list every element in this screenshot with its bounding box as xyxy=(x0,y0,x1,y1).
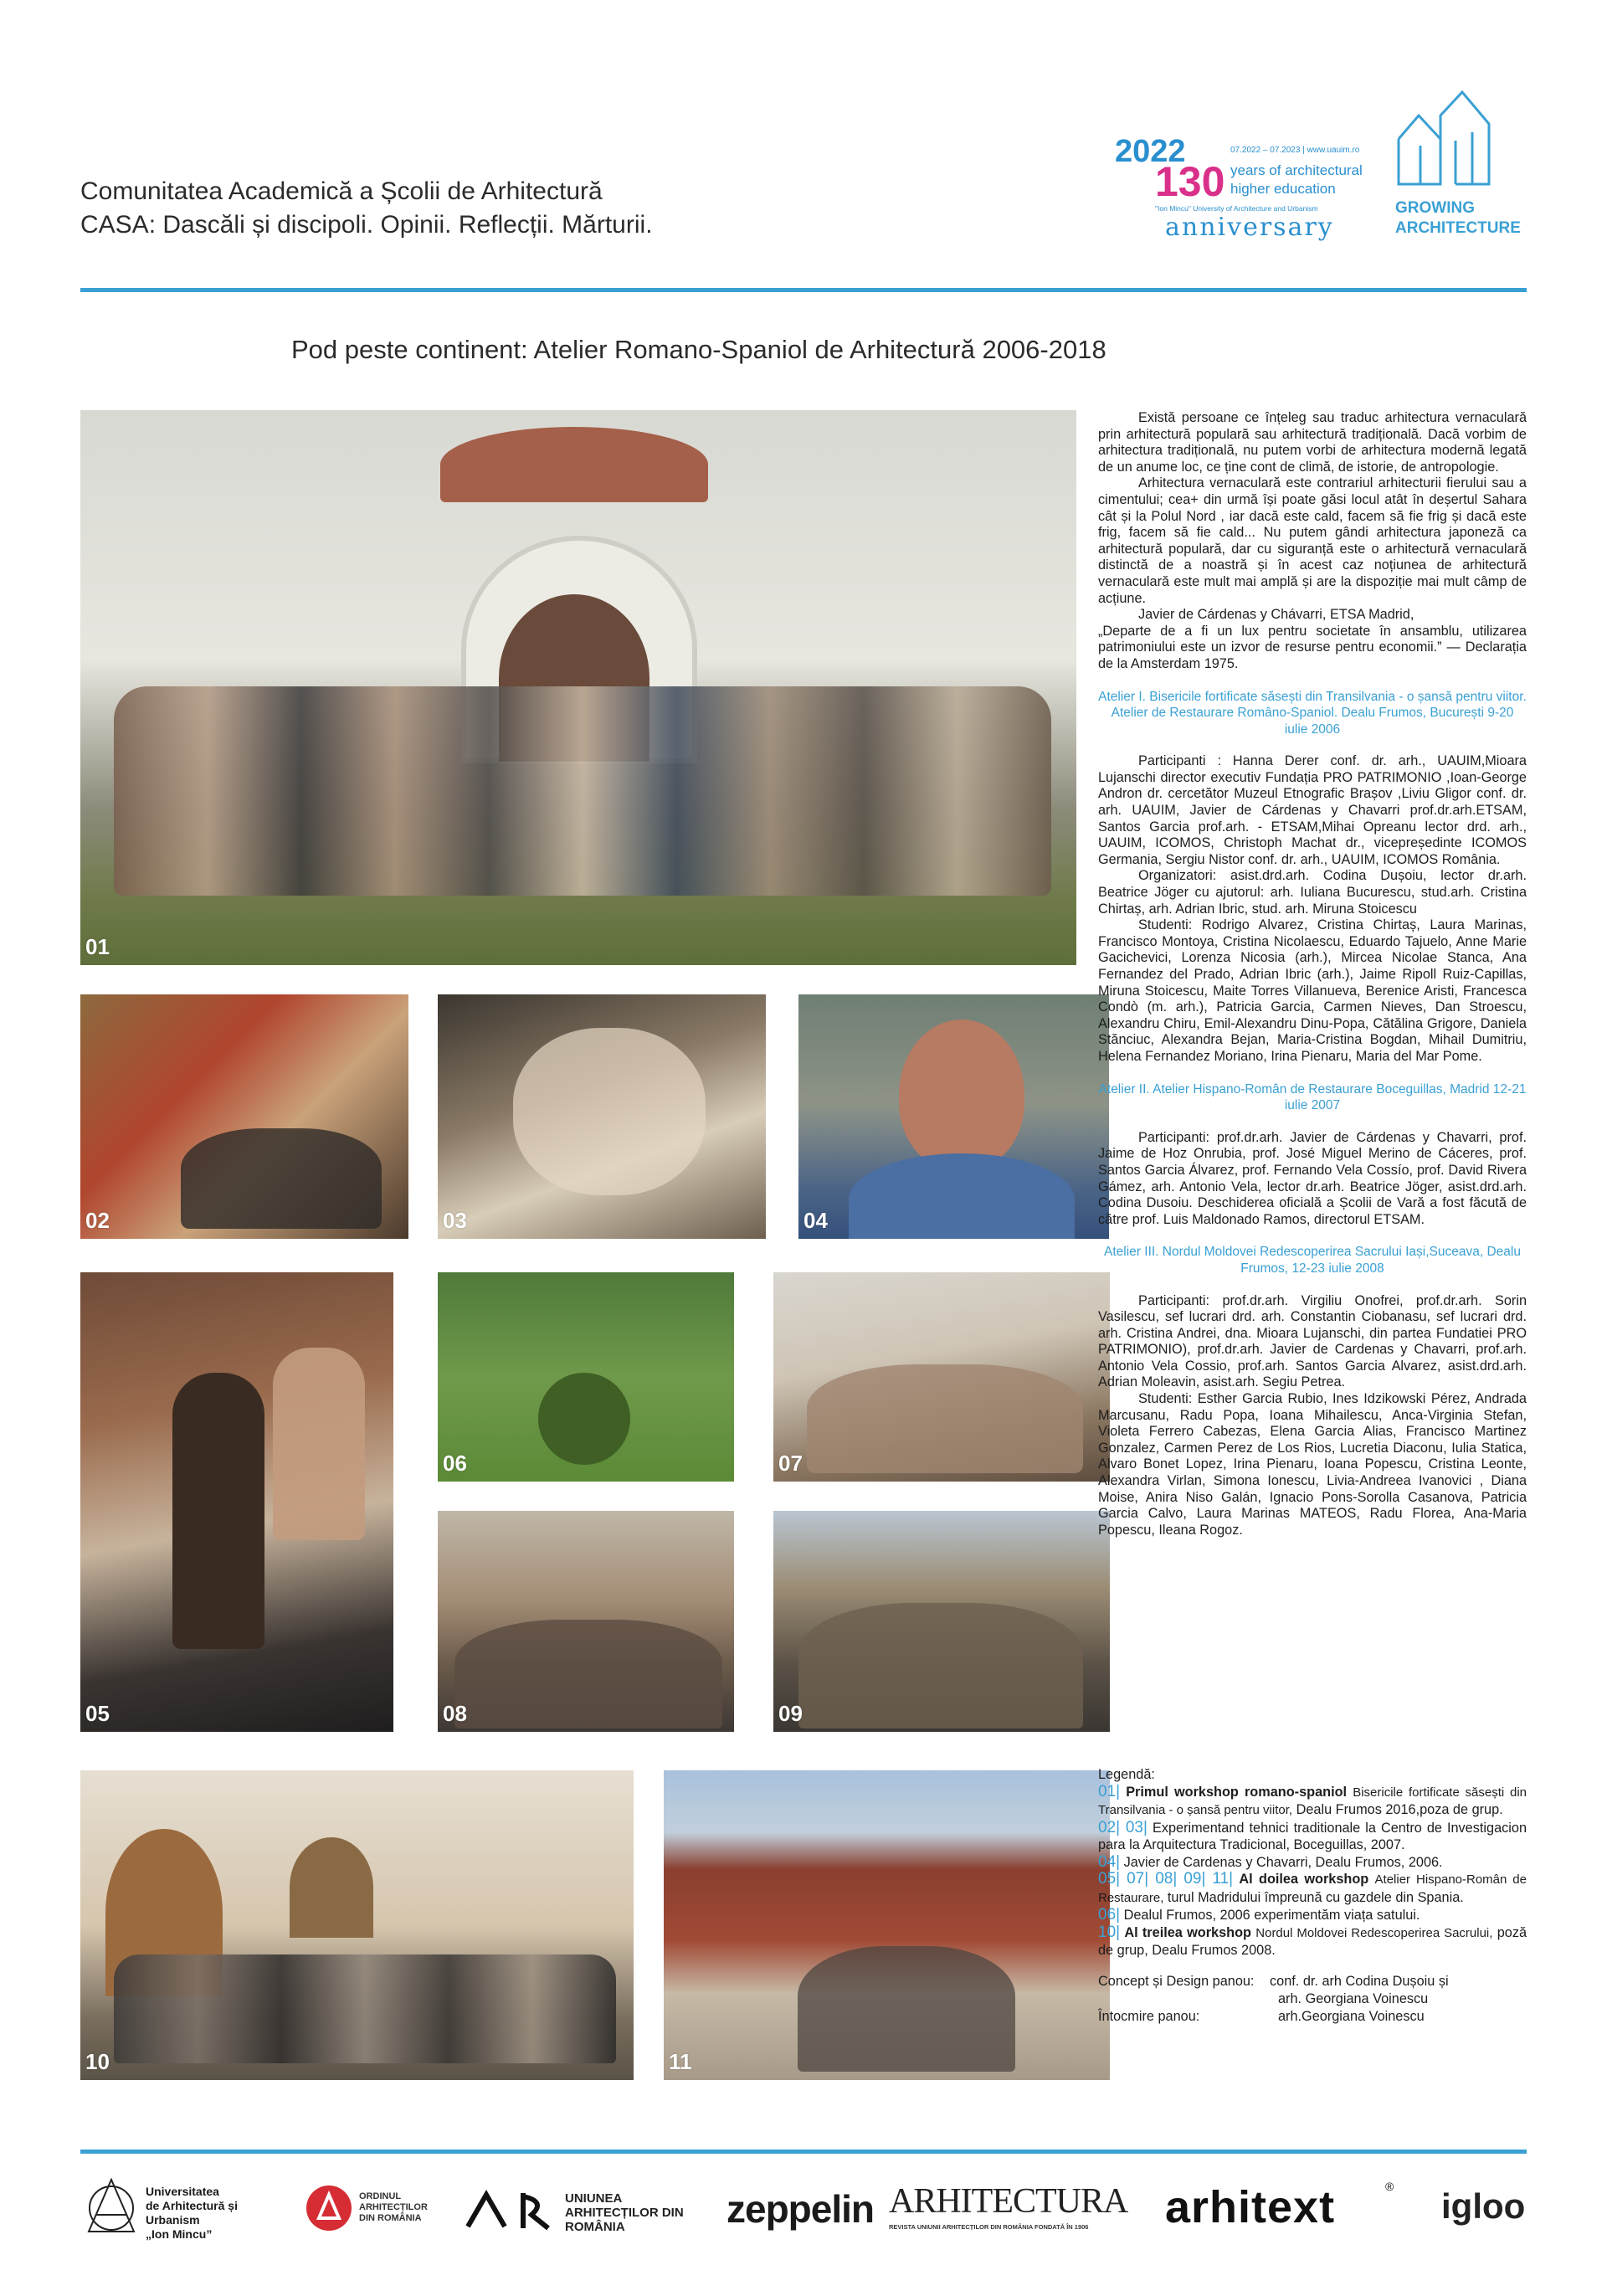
anniversary-tagline2: higher education xyxy=(1230,181,1336,197)
photo-02 xyxy=(80,994,408,1239)
group-of-people xyxy=(114,686,1051,896)
photo-number: 05 xyxy=(85,1701,110,1726)
anniversary-year: 2022 xyxy=(1115,134,1186,169)
growing-line2: ARCHITECTURE xyxy=(1395,219,1521,237)
top-divider xyxy=(80,288,1527,292)
concept-name-1: conf. dr. arh Codina Dușoiu și xyxy=(1270,1973,1449,1989)
photo-11-plaza xyxy=(664,1770,1110,2080)
uauim-emblem-icon xyxy=(84,2176,139,2235)
legend xyxy=(1098,1766,1527,2025)
legend-bold: Al treilea workshop xyxy=(1124,1924,1251,1940)
photo-number: 03 xyxy=(443,1208,467,1233)
participants-3: Participanti: prof.dr.arh. Virgiliu Onofrei, prof.dr.arh. Sorin Vasilescu, sef lucrari drd. arh. Constantin Ciobanasu, sef lucrari drd. arh. Cristina Andrei, dna. Mioara Lujanschi, din partea Fundatiei PRO PATRIMONIO), prof.dr.arh. Javier de Cardenas y Chavarri, prof.arh. Antonio Vela Cossio, prof.arh. Santos Garcia Alvarez, asist.drd.arh. Adrian Moleavin, asist.arh. Segiu Petrea. xyxy=(1098,1292,1527,1390)
bottom-divider xyxy=(80,2150,1527,2154)
intocmire-name: arh.Georgiana Voinescu xyxy=(1278,2008,1425,2024)
uauim-text: Universitatea de Arhitectură și Urbanism „Ion Mincu” xyxy=(146,2185,238,2241)
photo-number: 07 xyxy=(778,1451,803,1476)
legend-number: 06| xyxy=(1098,1906,1121,1924)
organizers-1: Organizatori: asist.drd.arh. Codina Dușoiu, lector dr.arh. Beatrice Jöger cu ajutorul: arh. Iuliana Bucurescu, stud.arh. Cristina Chirtaș, arh. Adrian Ibric, stud. arh. Miruna Stoicescu xyxy=(1098,868,1527,917)
photo-10-group xyxy=(80,1770,634,2080)
page-subtitle: Pod peste continent: Atelier Romano-Spaniol de Arhitectură 2006-2018 xyxy=(291,335,1106,364)
hay-bush xyxy=(538,1373,630,1465)
crowd xyxy=(454,1620,722,1728)
people-working xyxy=(513,1028,706,1195)
crowd xyxy=(798,1946,1015,2072)
anniversary-dates: 07.2022 – 07.2023 | www.uauim.ro xyxy=(1230,146,1360,155)
text-paragraph: Arhitectura vernaculară este contrariul arhitecturii fierului sau a cimentului; cea+ din urmă își poate găsi locul atât în deșertul Sahara cât și la Polul Nord , iar dacă este cald, facem să fie frig și dacă este frig, facem să fie cald... Nu putem gândi arhitectura japoneză ca arhitectură populară, dar cu siguranță este o arhitectură vernaculară distinctă de a noastră și în acest caz noțiunea de arhitectură vernaculară este mult mai amplă și are la dispoziție mai mult câmp de acțiune. xyxy=(1098,475,1527,606)
legend-rest: Dealu Frumos 2016,poza de grup. xyxy=(1296,1802,1503,1817)
legend-text: Dealul Frumos, 2006 experimentăm viața satului. xyxy=(1123,1908,1420,1923)
concept-name-2: arh. Georgiana Voinescu xyxy=(1278,1990,1429,2006)
face xyxy=(899,1020,1024,1170)
people-sitting xyxy=(181,1128,382,1229)
text-quote: „Departe de a fi un lux pentru societate în ansamblu, utilizarea patrimoniului este un izvor de resurse pentru economii.” — Declarația de la Amsterdam 1975. xyxy=(1098,623,1527,671)
photo-05 xyxy=(80,1272,393,1732)
photo-07 xyxy=(773,1272,1110,1482)
legend-bold: Al doilea workshop xyxy=(1239,1872,1369,1887)
oar-circle-icon xyxy=(305,2185,352,2232)
photo-number: 10 xyxy=(85,2049,110,2074)
photo-number: 09 xyxy=(778,1701,803,1726)
photo-number: 08 xyxy=(443,1701,467,1726)
photo-number: 11 xyxy=(669,2049,692,2074)
photo-number: 04 xyxy=(804,1208,828,1233)
photo-number: 02 xyxy=(85,1208,110,1233)
atelier-heading-1: Atelier I. Bisericile fortificate săsești din Transilvania - o șansă pentru viitor. Atelier de Restaurare Româno-Spaniol. Dealu Frumos, București 9-20 iulie 2006 xyxy=(1098,689,1527,737)
header-title-line1: Comunitatea Academică a Școlii de Arhitectură xyxy=(80,177,603,205)
house-outline-icon xyxy=(1395,90,1496,191)
uauim-logo xyxy=(84,2176,285,2243)
photo-08 xyxy=(438,1511,734,1732)
photo-number: 06 xyxy=(443,1451,467,1476)
arhitectura-logo: ARHITECTURA REVISTA UNIUNII ARHITECȚILOR DIN ROMÂNIA FONDATĂ ÎN 1906 xyxy=(889,2182,1128,2231)
legend-item xyxy=(1098,1871,1527,1907)
legend-item xyxy=(1098,1784,1527,1820)
legend-number: 04| xyxy=(1098,1852,1121,1871)
legend-rest: turul Madridului împreună cu gazdele din Spania. xyxy=(1167,1889,1464,1905)
photo-06 xyxy=(438,1272,734,1482)
text-paragraph: Există persoane ce înțeleg sau traduc arhitectura vernaculară prin arhitectură populară sau arhitectură tradițională. Dacă vorbim de arhitectura tradițională, nu putem vorbi de arhitectura modernă legată de un anume loc, ce ține cont de climă, de istorie, de antropologie. xyxy=(1098,410,1527,475)
legend-bold: Primul workshop romano-spaniol xyxy=(1126,1784,1348,1800)
anniversary-university: "Ion Mincu" University of Architecture and Urbanism xyxy=(1155,204,1318,213)
legend-small: Nordul Moldovei Redescoperirea Sacrului, xyxy=(1255,1925,1493,1940)
intocmire-label: Întocmire panou: xyxy=(1098,2008,1200,2024)
legend-rest: poză de grup, Dealu Frumos 2008. xyxy=(1098,1924,1527,1958)
legend-number: 05| 07| 08| 09| 11| xyxy=(1098,1870,1234,1888)
legend-small: Bisericile fortificate săsești din Transilvania - o șansă pentru viitor, xyxy=(1098,1785,1527,1817)
main-text-column xyxy=(1098,410,1527,1538)
credits xyxy=(1098,1973,1527,2025)
photo-01-group xyxy=(80,410,1076,965)
anniversary-logo xyxy=(1113,126,1381,243)
anniversary-number: 130 xyxy=(1155,158,1225,205)
legend-item xyxy=(1098,1907,1527,1924)
legend-item xyxy=(1098,1820,1527,1854)
oar-logo xyxy=(305,2185,456,2235)
anniversary-word: anniversary xyxy=(1165,213,1334,242)
students-3: Studenti: Esther Garcia Rubio, Ines Idzikowski Pérez, Andrada Marcusanu, Radu Popa, Ioana Mihailescu, Anca-Virginia Stefan, Violeta Ferrero Cabezas, Elena Garcia Alias, Francisco Martinez Gonzalez, Carmen Perez de Los Rios, Lucretia Diaconu, Iulia Statica, Alvaro Bonet Lopez, Irina Pienaru, Ioana Popescu, Cristina Leonte, Alexandra Virlan, Simona Ionescu, Livia-Andreea Ivanovici , Diana Moise, Anira Niso Galán, Ignacio Pons-Sorolla Casanova, Patricia Garcia Calvo, Laura Marinas MATEOS, Radu Florea, Ana-Maria Popescu, Ileana Rogoz. xyxy=(1098,1391,1527,1538)
legend-item xyxy=(1098,1924,1527,1960)
growing-line1: GROWING xyxy=(1395,199,1475,217)
architext-logo: arhitext xyxy=(1165,2182,1336,2232)
photo-03 xyxy=(438,994,766,1239)
legend-title: Legendă: xyxy=(1098,1767,1155,1782)
atelier-heading-2: Atelier II. Atelier Hispano-Român de Restaurare Boceguillas, Madrid 12-21 iulie 2007 xyxy=(1098,1081,1527,1113)
header-title-line2: CASA: Dascăli și discipoli. Opinii. Reflecții. Mărturii. xyxy=(80,211,653,239)
registered-mark: ® xyxy=(1385,2180,1394,2193)
students-1: Studenti: Rodrigo Alvarez, Cristina Chirtaș, Laura Marinas, Francisco Montoya, Cristina Nicolaescu, Eduardo Tajuelo, Anne Marie Gacichevici, Lorenza Nicosia (arh.), Mircea Nicolae Stanca, Ana Fernandez del Prado, Adrian Ibric (arh.), Jaime Ripoll Ruiz-Capillas, Miruna Stoicescu, Maite Torres Villanueva, Berenice Aristi, Francesca Condò (m. arh.), Patricia Garcia, Carmen Nieves, Dan Stroescu, Alexandru Chiru, Emil-Alexandru Dinu-Popa, Cătălina Grigore, Daniela Stănciuc, Alexandra Bejan, Maria-Cristina Bogdan, Mihail Dumitriu, Helena Fernandez Moriano, Irina Pienaru, Maria del Mar Pome. xyxy=(1098,917,1527,1064)
uar-logo xyxy=(465,2186,691,2237)
people-picnic xyxy=(807,1364,1083,1473)
legend-item xyxy=(1098,1854,1527,1872)
shirt xyxy=(849,1153,1075,1239)
legend-number: 10| xyxy=(1098,1923,1121,1941)
legend-small: Atelier Hispano-Român de Restaurare, xyxy=(1098,1872,1527,1905)
legend-text: Experimentand tehnici traditionale la Centro de Investigacion para la Arquitectura Tradicional, Boceguillas, 2007. xyxy=(1098,1820,1527,1852)
crowd xyxy=(798,1603,1083,1728)
zeppelin-logo: zeppelin xyxy=(726,2187,875,2231)
participants-1: Participanti : Hanna Derer conf. dr. arh., UAUIM,Mioara Lujanschi director executiv Fundația PRO PATRIMONIO ,Ioan-George Andron dr. cercetător Muzeul Etnografic Brașov ,Liviu Gligor conf. dr. arh. UAUIM, Javier de Cárdenas y Chavarri prof.dr.arh.ETSAM, Santos Garcia prof.arh. - ETSAM,Mihai Opreanu lector drd. arh., UAUIM, ICOMOS, Christoph Machat dr., vicepreședinte ICOMOS Germania, Sergiu Nistor conf. dr. arh., UAUIM, ICOMOS România. xyxy=(1098,753,1527,867)
statue xyxy=(172,1373,264,1649)
woman xyxy=(273,1348,365,1540)
arched-window xyxy=(290,1837,373,1938)
growing-architecture-logo xyxy=(1394,90,1527,249)
roof-tiles xyxy=(440,427,708,502)
photo-09 xyxy=(773,1511,1110,1732)
group-of-people xyxy=(114,1954,616,2063)
uar-text: UNIUNEA ARHITECȚILOR DIN ROMÂNIA xyxy=(565,2191,684,2234)
uar-monogram-icon xyxy=(465,2190,557,2232)
atelier-heading-3: Atelier III. Nordul Moldovei Redescoperirea Sacrului Iași,Suceava, Dealu Frumos, 12-23 iulie 2008 xyxy=(1104,1245,1521,1276)
participants-2: Participanti: prof.dr.arh. Javier de Cárdenas y Chavarri, prof. Jaime de Hoz Onrubia, prof. José Miguel Merino de Cáceres, prof. Santos Garcia Álvarez, prof. Fernando Vela Cossío, prof. David Rivera Gámez, arh. Antonio Vela, lector dr.arh. Beatrice Jöger, asist.drd.arh. Codina Dusoiu. Deschiderea oficială a Școlii de Vară a fost făcută de către prof. Luis Maldonado Ramos, directorul ETSAM. xyxy=(1098,1129,1527,1227)
legend-number: 01| xyxy=(1098,1782,1121,1800)
text-paragraph: Javier de Cárdenas y Chávarri, ETSA Madrid, xyxy=(1138,607,1414,623)
oar-text: ORDINUL ARHITECȚILOR DIN ROMÂNIA xyxy=(359,2191,428,2223)
anniversary-tagline1: years of architectural xyxy=(1230,162,1363,178)
concept-label: Concept și Design panou: xyxy=(1098,1973,1255,1989)
photo-number: 01 xyxy=(85,934,110,959)
legend-number: 02| 03| xyxy=(1098,1818,1147,1836)
igloo-logo: igloo xyxy=(1441,2186,1526,2226)
photo-04-portrait xyxy=(798,994,1109,1239)
legend-text: Javier de Cardenas y Chavarri, Dealu Frumos, 2006. xyxy=(1123,1854,1443,1870)
